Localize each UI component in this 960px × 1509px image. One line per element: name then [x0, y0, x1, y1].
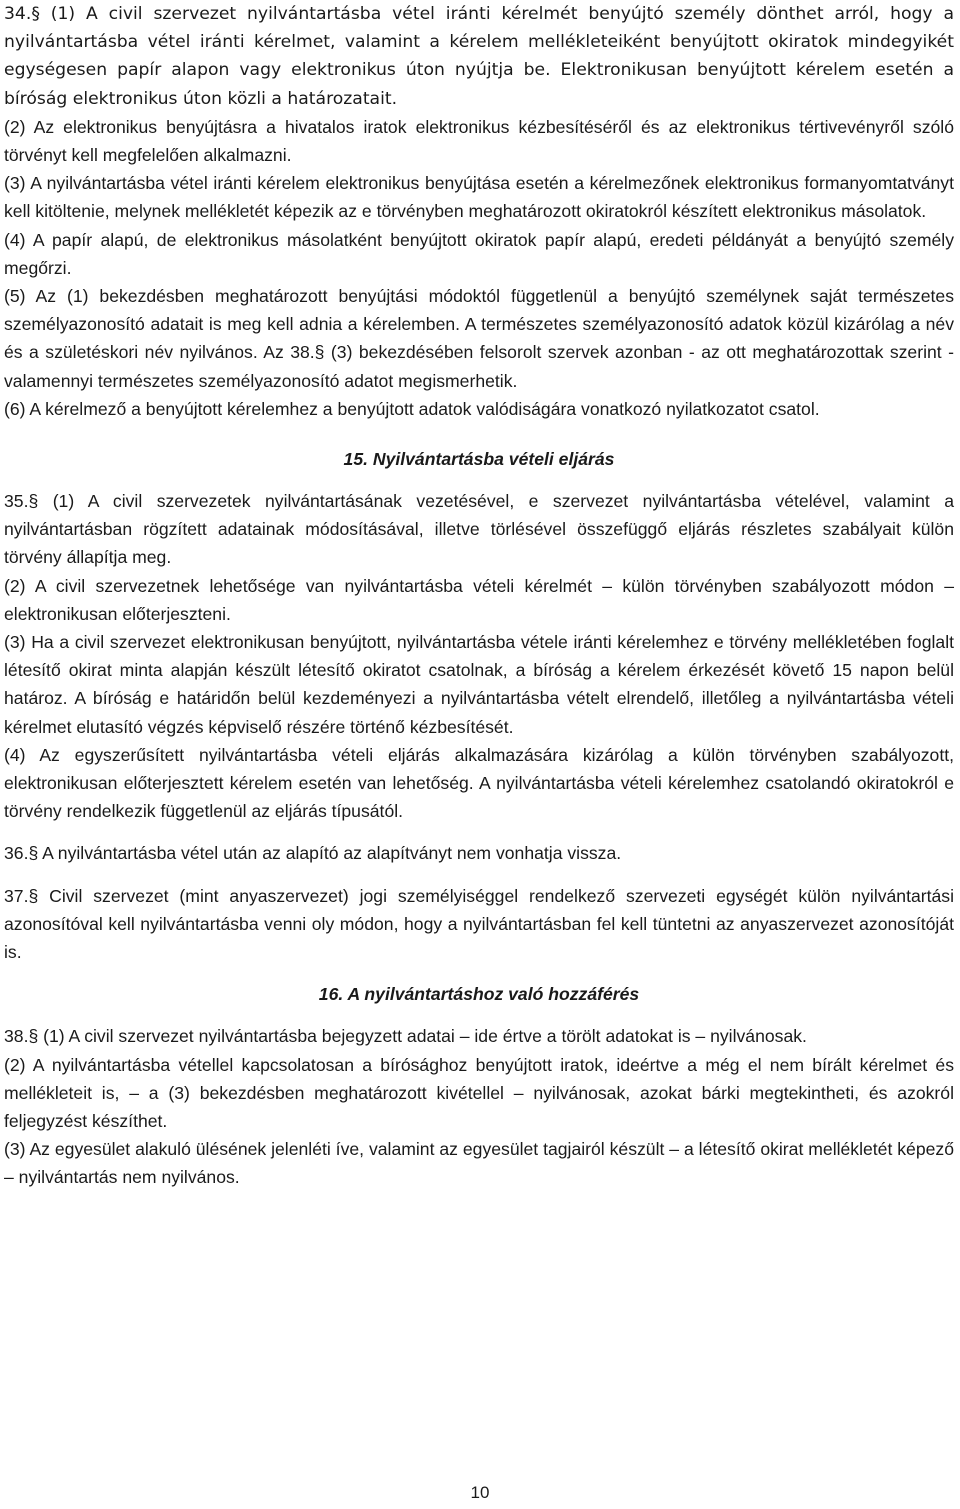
paragraph-34-1: 34.§ (1) A civil szervezet nyilvántartásba vétel iránti kérelmét benyújtó személy dönthet arról, hogy a nyilvántartásba vétel iránti kérelmet, valamint a kérelem mellékleteiként benyújtott okiratok mindegyikét egységesen papír alapon vagy elektronikus úton nyújtja be. Elektronikusan benyújtott kérelem esetén a bíróság elektronikus úton közli a határozatait.	[4, 4, 954, 109]
section-38	[4, 1022, 954, 1191]
section-heading-16: 16. A nyilvántartáshoz való hozzáférés	[318, 984, 640, 1005]
paragraph-34-2: (2) Az elektronikus benyújtásra a hivatalos iratok elektronikus kézbesítéséről és az elektronikus tértivevényről szóló törvényt kell megfelelően alkalmazni.	[4, 116, 954, 166]
paragraph-35-3: (3) Ha a civil szervezet elektronikusan benyújtott, nyilvántartásba vétele iránti kérelemhez e törvény mellékletében foglalt létesítő okirat minta alapján készült létesítő okiratot csatolnak, a bíróság a kérelem érkezését követő 15 napon belül határoz. A bíróság e határidőn belül kezdeményezi a nyilvántartásba vételt elrendelő, illetőleg a nyilvántartásba vételi kérelmet elutasító végzés képviselő részére történő kézbesítését.	[4, 632, 954, 737]
section-34	[4, 0, 954, 423]
paragraph-36: 36.§ A nyilvántartásba vétel után az alapító az alapítványt nem vonhatja vissza.	[4, 843, 622, 864]
paragraph-35-2: (2) A civil szervezetnek lehetősége van nyilvántartásba vételi kérelmét – külön törvényben szabályozott módon – elektronikusan előterjeszteni.	[4, 575, 954, 624]
paragraph-38-2: (2) A nyilvántartásba vétellel kapcsolatosan a bírósághoz benyújtott iratok, ideértve a még el nem bírált kérelmet és mellékleteit is, – a (3) bekezdésben meghatározott kivétellel – nyilvánosak, azokat bárki megtekintheti, és azokról feljegyzést készíthet.	[4, 1054, 954, 1131]
paragraph-34-5: (5) Az (1) bekezdésben meghatározott benyújtási módoktól függetlenül a benyújtó személynek saját természetes személyazonosító adatait is meg kell adnia a kérelemben. A természetes személyazonosító adatok közül kizárólag a név és a születéskori név nyilvános. Az 38.§ (3) bekezdésében felsorolt szervek azonban - az ott meghatározottak szerint - valamennyi természetes személyazonosító adatot megismerhetik.	[4, 286, 954, 391]
paragraph-34-6: (6) A kérelmező a benyújtott kérelemhez a benyújtott adatok valódiságára vonatkozó nyilatkozatot csatol.	[4, 398, 820, 419]
paragraph-35-1: 35.§ (1) A civil szervezetek nyilvántartásának vezetésével, e szervezet nyilvántartásba vételével, valamint a nyilvántartásban rögzített adatainak módosításával, illetve törlésével összefüggő eljárás részletes szabályait külön törvény állapítja meg.	[4, 491, 954, 568]
paragraph-37: 37.§ Civil szervezet (mint anyaszervezet) jogi személyiséggel rendelkező szervezeti egységét külön nyilvántartási azonosítóval kell nyilvántartásba venni oly módon, hogy a nyilvántartásban fel kell tüntetni az anyaszervezet azonosítóját is.	[4, 885, 954, 963]
paragraph-38-1: 38.§ (1) A civil szervezet nyilvántartásba bejegyzett adatai – ide értve a törölt adatokat is – nyilvánosak.	[4, 1026, 807, 1047]
section-35	[4, 487, 954, 825]
section-37	[4, 882, 954, 967]
section-heading-15: 15. Nyilvántartásba vételi eljárás	[343, 449, 615, 470]
section-36	[4, 839, 954, 867]
paragraph-38-3: (3) Az egyesület alakuló ülésének jelenléti íve, valamint az egyesület tagjairól készült – a létesítő okirat mellékletét képező – nyilvántartás nem nyilvános.	[4, 1139, 954, 1188]
paragraph-34-3: (3) A nyilvántartásba vétel iránti kérelem elektronikus benyújtása esetén a kérelmezőnek elektronikus formanyomtatványt kell kitöltenie, melynek mellékletét képezik az e törvényben meghatározott okiratokról készített elektronikus másolatok.	[4, 173, 954, 222]
paragraph-35-4: (4) Az egyszerűsített nyilvántartásba vételi eljárás alkalmazására kizárólag a külön törvényben szabályozott, elektronikusan előterjesztett kérelem esetén van lehetőség. A nyilvántartásba vételi kérelemhez csatolandó okiratokról e törvény rendelkezik függetlenül az eljárás típusától.	[4, 744, 954, 822]
page-number: 10	[470, 1483, 490, 1502]
paragraph-34-4: (4) A papír alapú, de elektronikus másolatként benyújtott okiratok papír alapú, eredeti példányát a benyújtó személy megőrzi.	[4, 229, 954, 278]
